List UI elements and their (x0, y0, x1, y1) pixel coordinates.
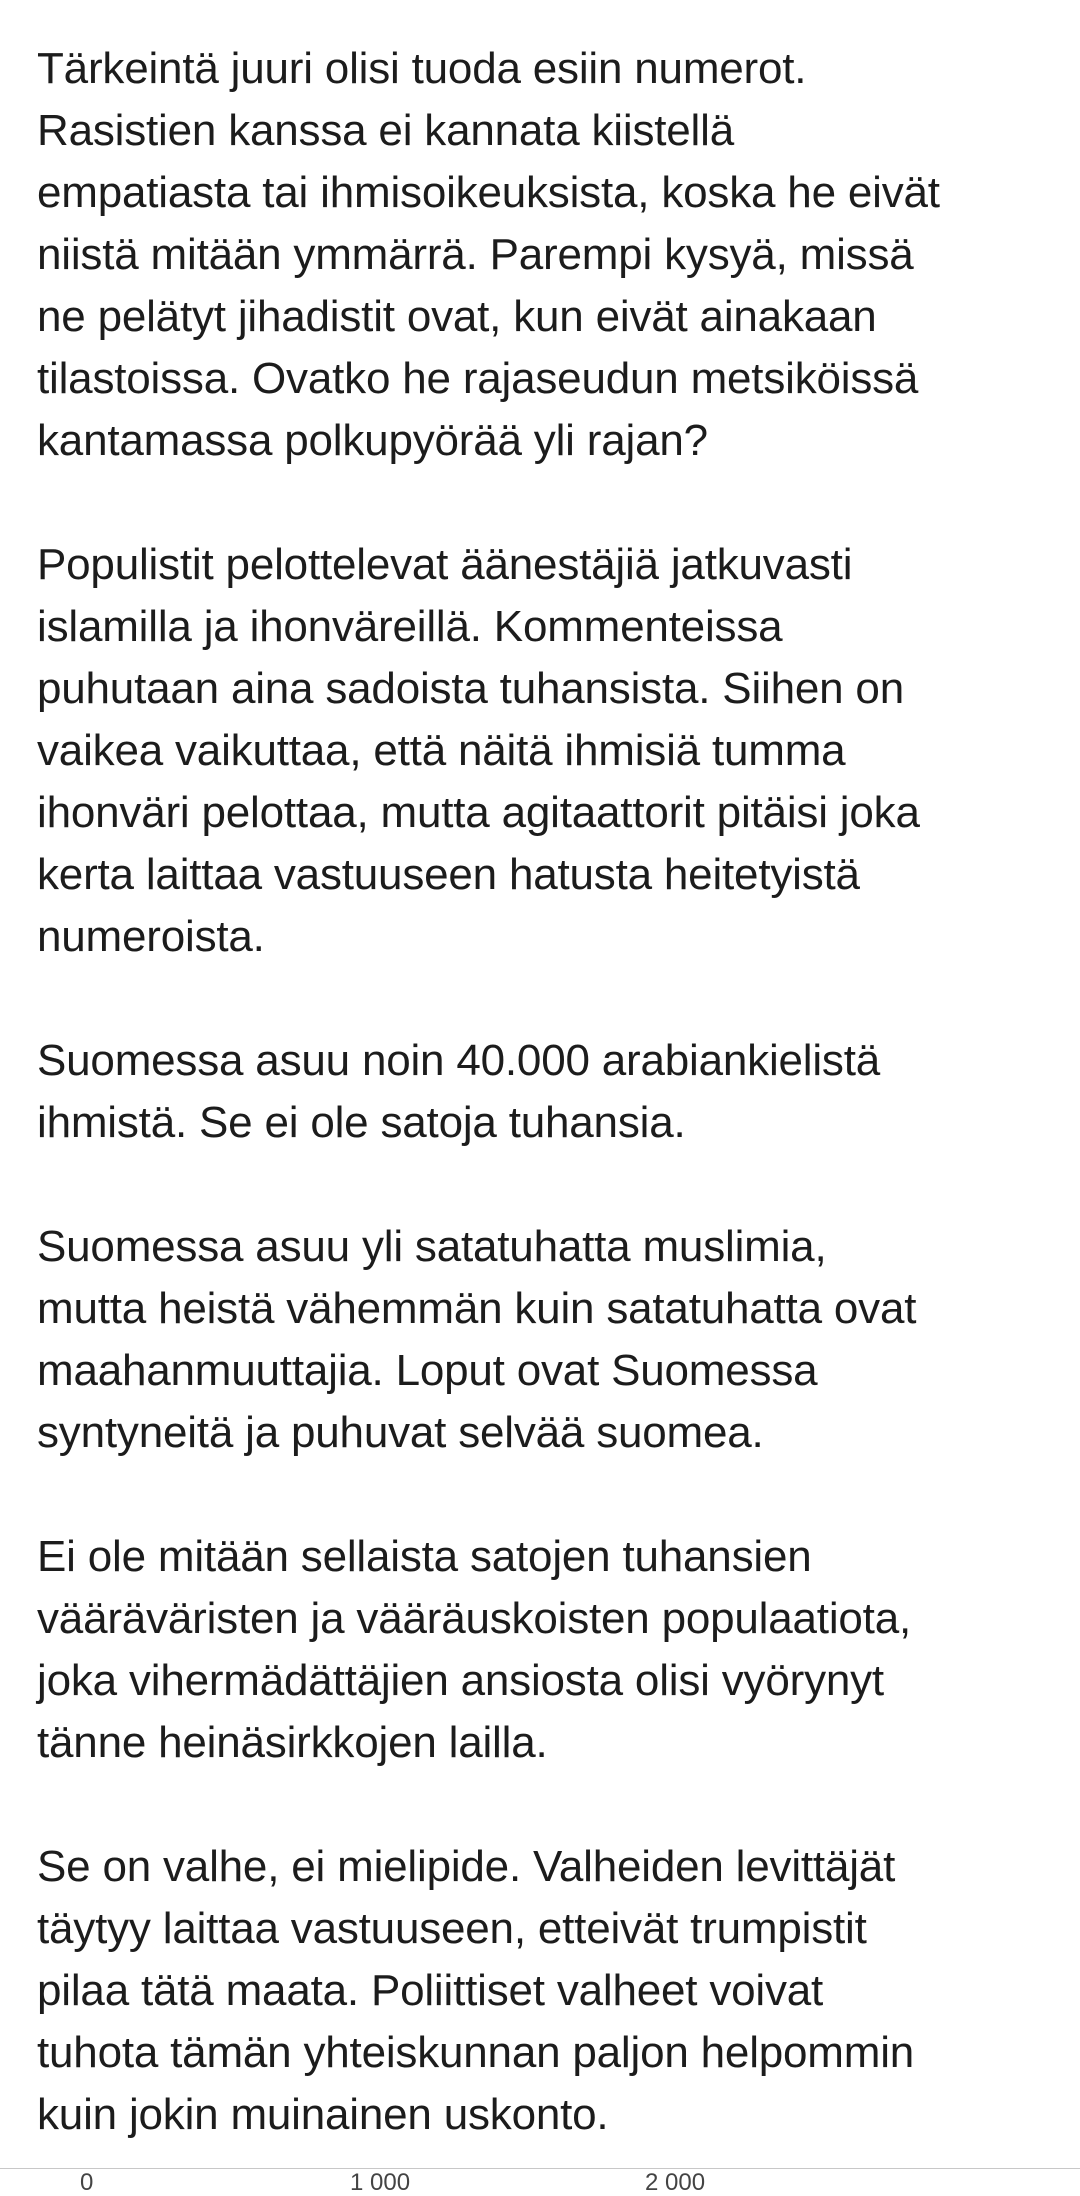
post-paragraph: Populistit pelottelevat äänestäjiä jatkuvasti islamilla ja ihonväreillä. Kommenteissa puhutaan aina sadoista tuhansista. Siihen on vaikea vaikuttaa, että näitä ihmisiä tumma ihonväri pelottaa, mutta agitaattorit pitäisi joka kerta laittaa vastuuseen hatusta heitetyistä numeroista. (37, 540, 920, 961)
post-paragraph: Ei ole mitään sellaista satojen tuhansien vääräväristen ja vääräuskoisten populaatiota, joka vihermädättäjien ansiosta olisi vyörynyt tänne heinäsirkkojen lailla. (37, 1532, 911, 1767)
axis-tick-label: 2 000 (645, 2169, 706, 2196)
post-paragraph: Tärkeintä juuri olisi tuoda esiin numerot. Rasistien kanssa ei kannata kiistellä empatiasta tai ihmisoikeuksista, koska he eivät niistä mitään ymmärrä. Parempi kysyä, missä ne pelätyt jihadistit ovat, kun eivät ainakaan tilastoissa. Ovatko he rajaseudun metsiköissä kantamassa polkupyörää yli rajan? (37, 44, 940, 465)
post-paragraph: Se on valhe, ei mielipide. Valheiden levittäjät täytyy laittaa vastuuseen, etteivät trumpistit pilaa tätä maata. Poliittiset valheet voivat tuhota tämän yhteiskunnan paljon helpommin kuin jokin muinainen uskonto. (37, 1842, 915, 2139)
chart-axis-peek (0, 2160, 1080, 2196)
axis-tick-label: 0 (80, 2169, 94, 2196)
axis-tick-label: 1 000 (350, 2169, 411, 2196)
post-body (37, 38, 1057, 2146)
axis-line (0, 2168, 1080, 2169)
post-paragraph: Suomessa asuu noin 40.000 arabiankielistä ihmistä. Se ei ole satoja tuhansia. (37, 1036, 881, 1147)
post-paragraph: Suomessa asuu yli satatuhatta muslimia, mutta heistä vähemmän kuin satatuhatta ovat maahanmuuttajia. Loput ovat Suomessa syntyneitä ja puhuvat selvää suomea. (37, 1222, 917, 1457)
